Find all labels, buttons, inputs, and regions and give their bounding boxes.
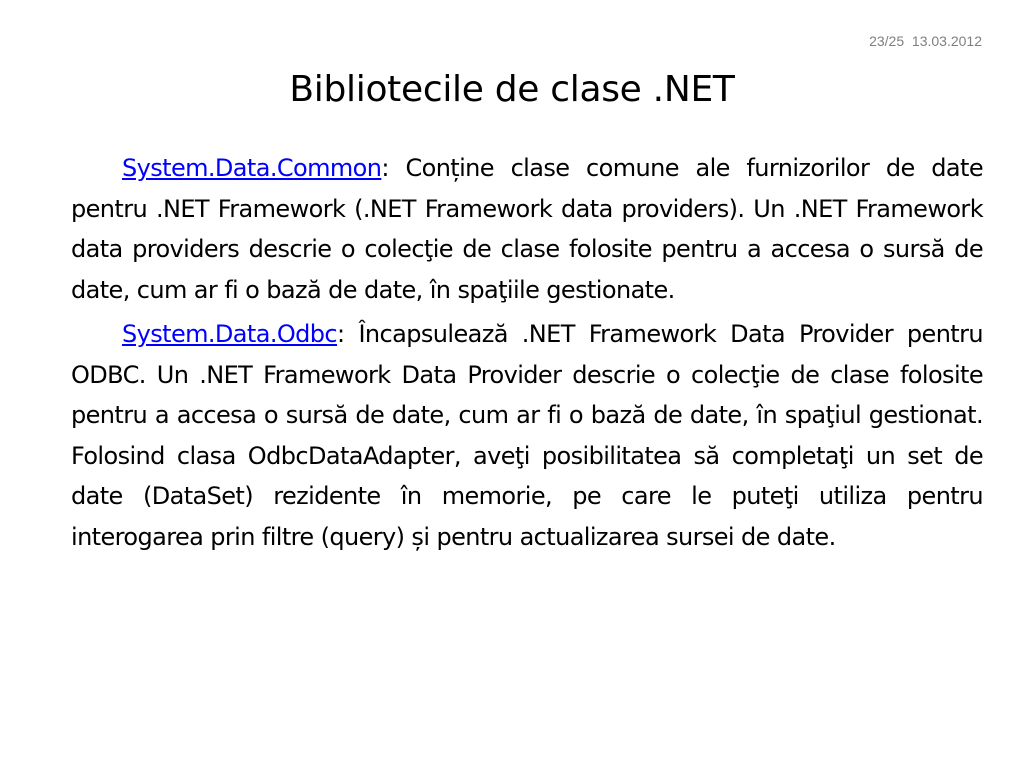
paragraph-text: : Încapsulează .NET Framework Data Provider pentru ODBC. Un .NET Framework Data Provider descrie o colecţie de clase folosite pentru a accesa o sursă de date, cum ar fi o bază de date, în spaţiul gestionat. Folosind clasa OdbcDataAdapter, aveţi posibilitatea să completaţi un set de date (DataSet) rezidente în memorie, pe care le puteţi utiliza pentru interogarea prin filtre (query) și pentru actualizarea sursei de date.: [71, 320, 983, 551]
paragraph-system-data-common: [71, 148, 983, 310]
slide-title: Bibliotecile de clase .NET: [289, 69, 735, 110]
slide-date: 13.03.2012: [911, 33, 982, 49]
system-data-common-link[interactable]: System.Data.Common: [122, 154, 382, 182]
system-data-odbc-link[interactable]: System.Data.Odbc: [122, 320, 338, 348]
slide-number: 23/25: [869, 33, 905, 49]
slide-meta: [869, 33, 982, 49]
paragraph-system-data-odbc: [71, 314, 983, 557]
slide-content: [71, 148, 983, 561]
paragraph-text: : Conține clase comune ale furnizorilor de date pentru .NET Framework (.NET Framework data providers). Un .NET Framework data providers descrie o colecţie de clase folosite pentru a accesa o sursă de date, cum ar fi o bază de date, în spaţiile gestionate.: [71, 154, 983, 304]
